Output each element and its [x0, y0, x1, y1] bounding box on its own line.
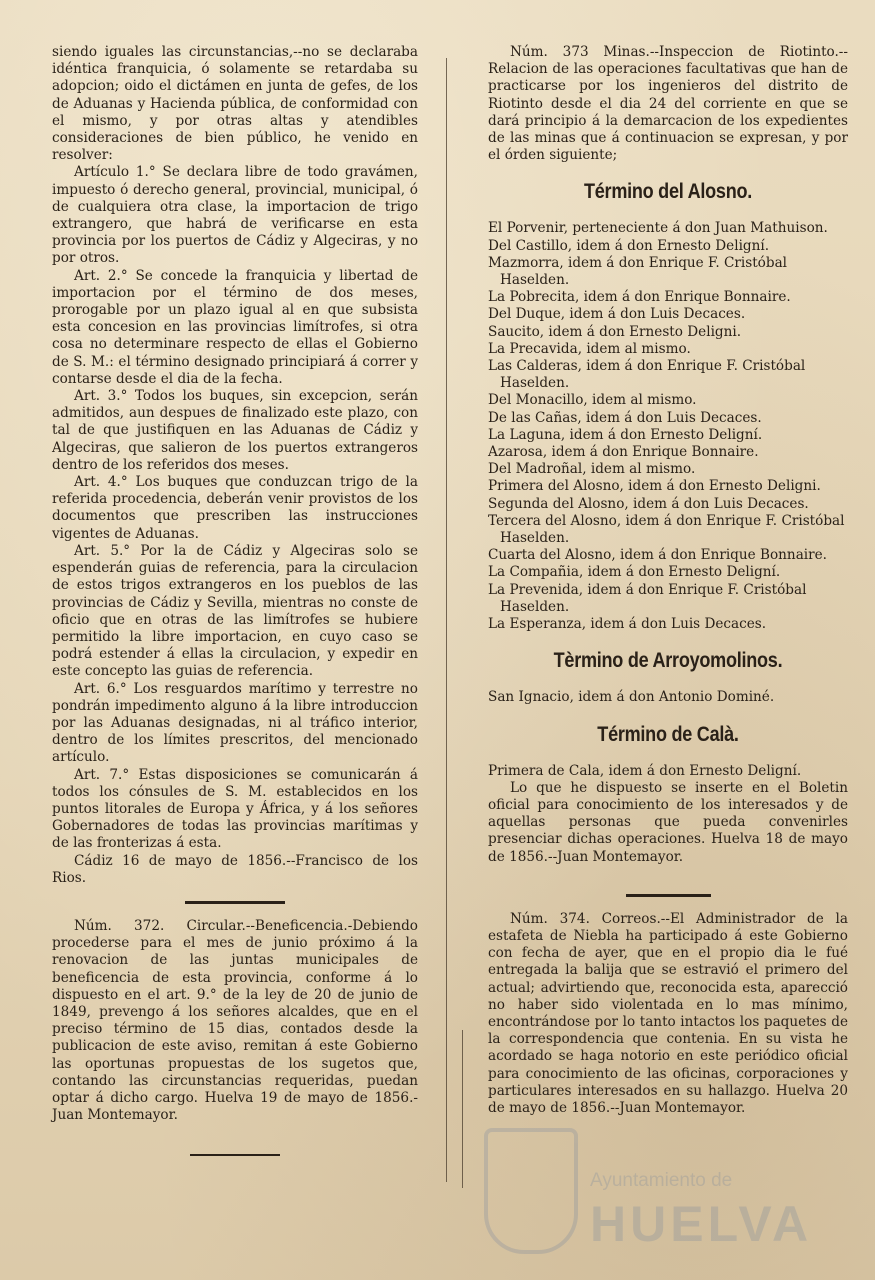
- section-heading-arroyomolinos: Tèrmino de Arroyomolinos.: [553, 649, 783, 673]
- list-item: Saucito, idem á don Ernesto Deligni.: [488, 323, 742, 340]
- right-column: [488, 44, 848, 1117]
- separator-rule: [626, 894, 711, 897]
- decree-intro: siendo iguales las circunstancias,--no se declaraba idéntica franquicia, ó solamente se retardaba su adopcion; oido el dictámen en junta de gefes, de los de Aduanas y Hacienda pública, de conformidad con el mismo, y por otras altas y atendibles consideraciones de bien público, he venido en resolver:: [52, 44, 418, 164]
- section-heading-cala: Término de Calà.: [597, 722, 739, 746]
- list-item: La Esperanza, idem á don Luis Decaces.: [488, 616, 767, 633]
- list-item: Del Madroñal, idem al mismo.: [488, 461, 696, 478]
- list-item: Segunda del Alosno, idem á don Luis Decaces.: [488, 495, 809, 512]
- list-item: San Ignacio, idem á don Antonio Dominé.: [488, 689, 775, 706]
- mine-list-alosno: [488, 220, 848, 633]
- list-item: La Compañia, idem á don Ernesto Deligní.: [488, 564, 781, 581]
- decree-article-6: Art. 6.° Los resguardos marítimo y terrestre no pondrán impedimento alguno á la libre introduccion por las Aduanas designadas, ni al tráfico interior, dentro de los límites prescritos, del mencionado artículo.: [52, 680, 418, 766]
- list-item: Primera del Alosno, idem á don Ernesto Deligni.: [488, 478, 821, 495]
- library-watermark: [470, 1090, 813, 1260]
- list-item: De las Cañas, idem á don Luis Decaces.: [488, 409, 762, 426]
- list-item: El Porvenir, perteneciente á don Juan Mathuison.: [488, 220, 828, 237]
- column-divider: [446, 58, 447, 1182]
- list-item: Cuarta del Alosno, idem á don Enrique Bonnaire.: [488, 547, 828, 564]
- decree-article-3: Art. 3.° Todos los buques, sin excepcion, serán admitidos, aun despues de finalizado este plazo, con tal de que justifiquen en las Aduanas de Cádiz y Algeciras, que salieron de los puertos extrangeros dentro de los referidos dos meses.: [52, 388, 418, 473]
- list-item: La Prevenida, idem á don Enrique F. Cristóbal Haselden.: [488, 581, 807, 615]
- decree-article-4: Art. 4.° Los buques que conduzcan trigo de la referida procedencia, deberán venir provistos de los documentos que prescriben las instrucciones vigentes de Aduanas.: [52, 474, 418, 542]
- separator-rule: [190, 1154, 280, 1156]
- notice-374: Núm. 374. Correos.--El Administrador de la estafeta de Niebla ha participado á este Gobierno con fecha de ayer, que en el propio dia le fué entregada la balija que se estravió el primero del actual; advirtiendo que, reconocida esta, aparecció no haber sido violentada en lo mas mínimo, encontrándose por lo tanto intactos los paquetes de la correspondencia que contenia. En su vista he acordado se haga notorio en este periódico oficial para conocimiento de las oficinas, corporaciones y particulares interesados en su hallazgo. Huelva 20 de mayo de 1856.--Juan Montemayor.: [488, 910, 848, 1116]
- list-item: Tercera del Alosno, idem á don Enrique F. Cristóbal Haselden.: [488, 512, 845, 547]
- decree-article-5: Art. 5.° Por la de Cádiz y Algeciras solo se espenderán guias de referencia, para la circulacion de estos trigos extrangeros en los pueblos de las provincias de Cádiz y Sevilla, mientras no conste de oficio que en otras de las limítrofes se hubiere permitido la libre importacion, en cuyo caso se podrá estender á ellas la circulacion, y expedir en este concepto las guias de referencia.: [52, 542, 418, 680]
- mine-list-arroyomolinos: [488, 689, 848, 706]
- list-item: La Pobrecita, idem á don Enrique Bonnaire.: [488, 289, 791, 306]
- section-heading-alosno: Término del Alosno.: [583, 180, 753, 204]
- list-item: Del Duque, idem á don Luis Decaces.: [488, 306, 746, 323]
- coat-of-arms-icon: [484, 1128, 578, 1254]
- list-item: Las Calderas, idem á don Enrique F. Cristóbal Haselden.: [488, 358, 806, 392]
- list-item: Mazmorra, idem á don Enrique F. Cristóbal Haselden.: [488, 254, 788, 289]
- column-divider-lower: [462, 1030, 463, 1188]
- list-item: La Precavida, idem al mismo.: [488, 340, 691, 357]
- decree-article-7: Art. 7.° Estas disposiciones se comunicarán á todos los cónsules de S. M. establecidos en los puntos litorales de Europa y África, y á los señores Gobernadores de todas las provincias marítimas y de las fronterizas á esta.: [52, 766, 418, 852]
- separator-rule: [185, 901, 285, 904]
- list-item: Del Castillo, idem á don Ernesto Deligní.: [488, 237, 770, 254]
- notice-372: Núm. 372. Circular.--Beneficencia.-Debiendo procederse para el mes de junio próximo á la renovacion de las juntas municipales de beneficencia de esta provincia, conforme á lo dispuesto en el art. 9.° de la ley de 20 de junio de 1849, prevengo á los señores alcaldes, que en el preciso término de 15 dias, contados desde la publicacion de este aviso, remitan á este Gobierno las oportunas propuestas de los sugetos que, contando las circunstancias requeridas, puedan optar á dicho cargo. Huelva 19 de mayo de 1856.-Juan Montemayor.: [52, 917, 418, 1124]
- list-item: Del Monacillo, idem al mismo.: [488, 392, 697, 409]
- decree-article-2: Art. 2.° Se concede la franquicia y libertad de importacion por el término de dos meses, prorogable por un plazo igual al en que subsista esta concesion en las provincias limítrofes, si otra cosa no determinare respecto de ellas el Gobierno de S. M.: el término designado principiará á correr y contarse desde el dia de la fecha.: [52, 267, 418, 387]
- watermark-line1: Ayuntamiento de: [590, 1170, 733, 1191]
- list-item: Primera de Cala, idem á don Ernesto Deligní.: [488, 762, 802, 779]
- left-column: [52, 44, 418, 1170]
- list-item: Azarosa, idem á don Enrique Bonnaire.: [488, 444, 759, 461]
- mine-list-cala: [488, 763, 848, 780]
- notice-373-closing: Lo que he dispuesto se inserte en el Boletin oficial para conocimiento de los interesados y de aquellas personas que pueda convenirles presenciar dichas operaciones. Huelva 18 de mayo de 1856.--Juan Montemayor.: [488, 779, 848, 865]
- watermark-line2: HUELVA: [590, 1196, 813, 1252]
- decree-signature: Cádiz 16 de mayo de 1856.--Francisco de los Rios.: [52, 852, 418, 886]
- list-item: La Laguna, idem á don Ernesto Deligní.: [488, 426, 763, 443]
- decree-article-1: Artículo 1.° Se declara libre de todo gravámen, impuesto ó derecho general, provincial, municipal, ó de cualquiera otra clase, la importacion de trigo extrangero, que habrá de verificarse en esta provincia por los puertos de Cádiz y Algeciras, y no por otros.: [52, 164, 418, 267]
- notice-373-intro: Núm. 373 Minas.--Inspeccion de Riotinto.--Relacion de las operaciones facultativas que han de practicarse por los ingenieros del distrito de Riotinto desde el dia 24 del corriente en que se dará principio á la demarcacion de los expedientes de las minas que á continuacion se expresan, y por el órden siguiente;: [488, 44, 848, 164]
